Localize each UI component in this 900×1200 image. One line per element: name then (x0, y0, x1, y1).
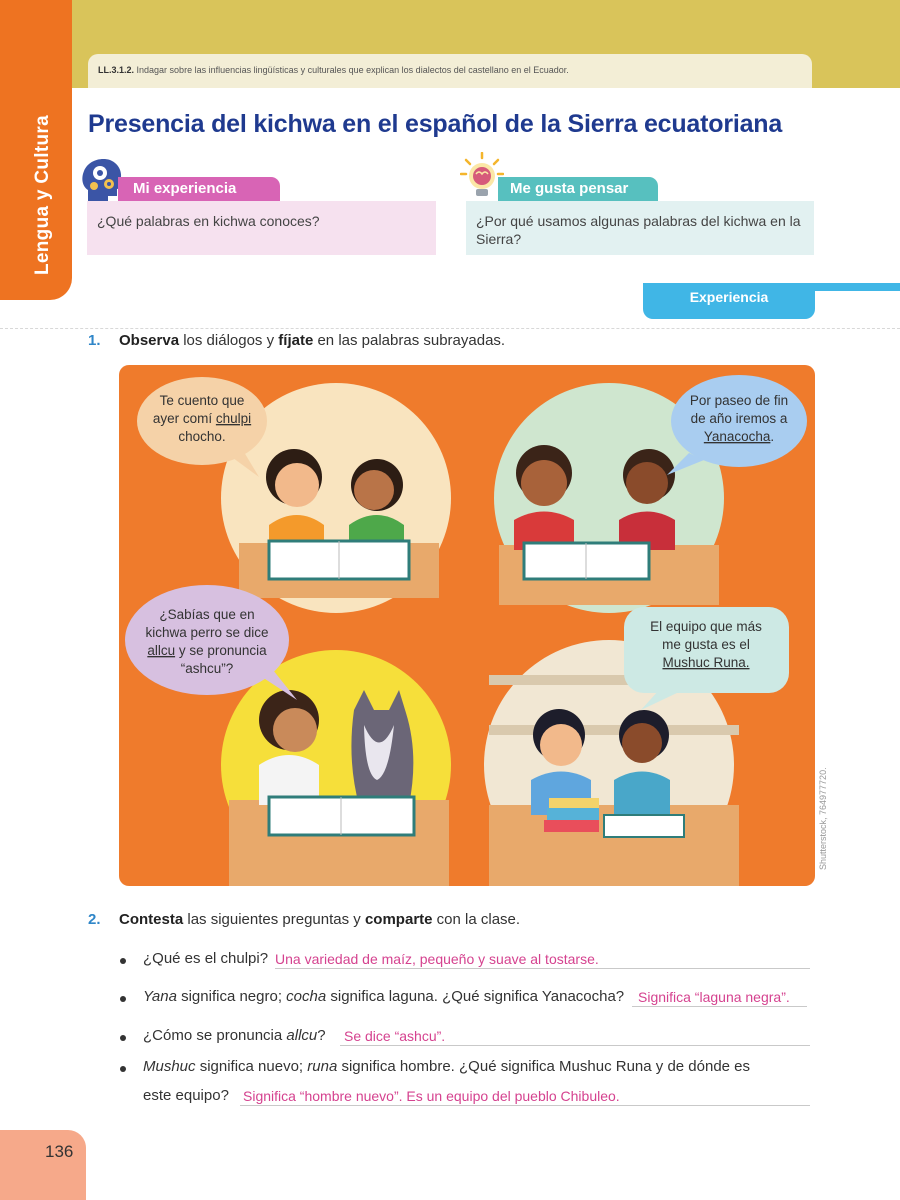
bubble1-line2 (153, 411, 251, 426)
question-2-word-cocha: cocha (286, 988, 327, 1005)
question-1: ¿Qué es el chulpi? (143, 950, 269, 967)
activity-1-number: 1. (88, 332, 101, 349)
bubble2-line2: de año iremos a (690, 411, 788, 426)
bullet (120, 996, 126, 1002)
scene-girl-dog (221, 650, 451, 886)
me-gusta-pensar-question-line2: Sierra? (476, 231, 522, 247)
question-4-line2: este equipo? (143, 1087, 229, 1104)
divider (0, 328, 900, 329)
bubble1-line3: chocho. (178, 429, 226, 444)
question-4-text2: significa hombre. ¿Qué significa Mushuc Runa y de dónde es (337, 1058, 751, 1075)
answer-1-field[interactable]: Una variedad de maíz, pequeño y suave al tostarse. (275, 951, 810, 969)
activity-2-instruction (119, 911, 520, 928)
tab-mi-experiencia: Mi experiencia (118, 177, 280, 201)
mi-experiencia-question: ¿Qué palabras en kichwa conoces? (97, 213, 320, 229)
question-3-word-allcu: allcu (286, 1027, 318, 1044)
question-4 (143, 1058, 750, 1075)
bubble3-line4: “ashcu”? (180, 661, 234, 676)
bubble3-line2: kichwa perro se dice (145, 625, 269, 640)
bubble3-line3 (147, 643, 267, 658)
illustration-svg (119, 365, 815, 886)
activity-2-verb-contesta: Contesta (119, 911, 184, 928)
bubble3-line1: ¿Sabías que en (159, 607, 255, 622)
activity-1-text2: en las palabras subrayadas. (313, 332, 506, 349)
speech-bubble-yanacocha (667, 375, 807, 475)
bubble3-line3-post: y se pronuncia (175, 643, 267, 658)
me-gusta-pensar-question-line1: ¿Por qué usamos algunas palabras del kichwa en la (476, 213, 801, 229)
question-3-text2: ? (317, 1027, 326, 1044)
bubble2-line3-post: . (770, 429, 775, 444)
question-2-word-yana: Yana (143, 988, 177, 1005)
mi-experiencia-box (87, 201, 436, 255)
activity-2-text2: con la clase. (432, 911, 521, 928)
question-4-word-mushuc: Mushuc (143, 1058, 196, 1075)
me-gusta-pensar-box (466, 201, 814, 255)
tab-me-gusta-pensar: Me gusta pensar (498, 177, 658, 201)
page-number: 136 (45, 1142, 74, 1161)
bubble1-line1: Te cuento que (159, 393, 245, 408)
bullet (120, 958, 126, 964)
answer-2-field[interactable]: Significa “laguna negra”. (632, 989, 807, 1007)
bubble1-line2-text: ayer comí (152, 411, 216, 426)
bubble2-line3 (704, 429, 774, 444)
sidebar-label: Lengua y Cultura (32, 115, 53, 275)
activity-1-verb-observa: Observa (119, 332, 180, 349)
bullet (120, 1035, 126, 1041)
bubble4-line1: El equipo que más (650, 619, 762, 634)
question-3-text1: ¿Cómo se pronuncia (143, 1027, 287, 1044)
activity-1-verb-fijate: fíjate (278, 332, 314, 349)
speech-bubble-chulpi (137, 377, 267, 477)
activity-2-text1: las siguientes preguntas y (183, 911, 365, 928)
answer-4-field[interactable]: Significa “hombre nuevo”. Es un equipo del pueblo Chibuleo. (240, 1088, 810, 1106)
image-credit: Shutterstock, 764977720. (818, 767, 828, 870)
curriculum-objective (88, 54, 812, 88)
activity-2-verb-comparte: comparte (364, 911, 433, 928)
question-3 (143, 1027, 326, 1044)
bubble4-underlined-word: Mushuc Runa. (662, 655, 750, 670)
dialogue-illustration (119, 365, 815, 886)
question-4-text1: significa nuevo; (195, 1058, 308, 1075)
page-number-tab (0, 1130, 86, 1200)
bubble2-underlined-word: Yanacocha (703, 429, 771, 444)
answer-3-field[interactable]: Se dice “ashcu”. (340, 1028, 810, 1046)
activity-1-instruction (119, 332, 505, 349)
bubble3-underlined-word: allcu (147, 643, 176, 658)
experiencia-tab: Experiencia (643, 283, 815, 319)
objective-code: LL.3.1.2. (98, 65, 135, 75)
objective-text: Indagar sobre las influencias lingüísticas y culturales que explican los dialectos del castellano en el Ecuador. (136, 65, 569, 75)
bubble1-underlined-word: chulpi (215, 411, 252, 426)
bubble2-line1: Por paseo de fin (689, 393, 789, 408)
question-2-text1: significa negro; (176, 988, 287, 1005)
activity-1-text1: los diálogos y (179, 332, 279, 349)
speech-bubble-allcu (125, 585, 297, 700)
question-4-word-runa: runa (307, 1058, 338, 1075)
bullet (120, 1066, 126, 1072)
question-2 (143, 988, 624, 1005)
bubble4-line2: me gusta es el (662, 637, 750, 652)
question-2-text2: significa laguna. ¿Qué significa Yanacocha? (326, 988, 625, 1005)
activity-2-number: 2. (88, 911, 101, 928)
page-title: Presencia del kichwa en el español de la Sierra ecuatoriana (88, 110, 783, 138)
